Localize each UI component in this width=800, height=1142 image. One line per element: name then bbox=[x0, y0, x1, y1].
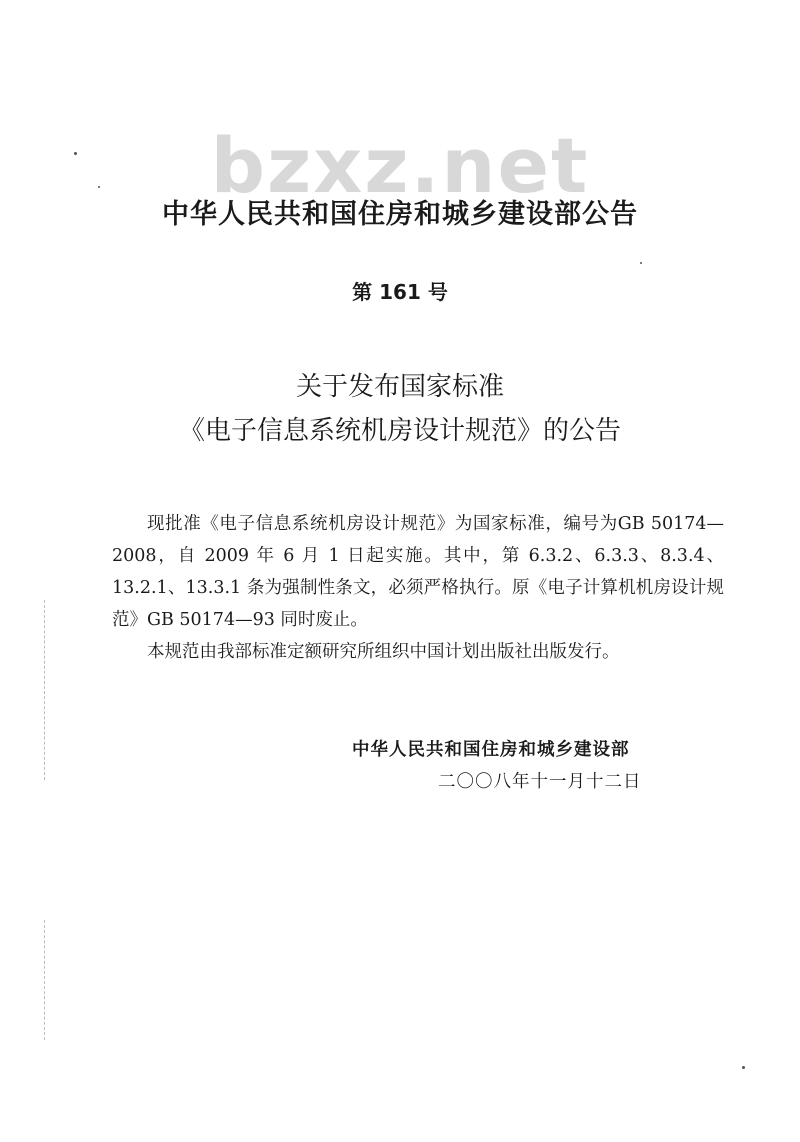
issuer-heading: 中华人民共和国住房和城乡建设部公告 bbox=[162, 199, 638, 230]
signature-department: 中华人民共和国住房和城乡建设部 bbox=[352, 740, 630, 760]
scan-speck bbox=[74, 152, 77, 155]
scan-speck bbox=[640, 262, 642, 264]
scan-margin-dashes bbox=[44, 600, 46, 780]
announcement-title-line2: 《电子信息系统机房设计规范》的公告 bbox=[178, 416, 621, 446]
announcement-number: 第 161 号 bbox=[352, 280, 448, 304]
watermark: bzxz.net bbox=[210, 121, 590, 210]
scan-margin-dashes bbox=[44, 920, 46, 1040]
body-paragraph-1: 现批准《电子信息系统机房设计规范》为国家标准，编号为GB 50174—2008，自 2009 年 6 月 1 日起实施。其中，第 6.3.2、6.3.3、8.3.4、13.2.1、13.3.1 条为强制性条文，必须严格执行。原《电子计算机机房设计规范》GB 50174—93 同时废止。 bbox=[112, 514, 724, 630]
scan-speck bbox=[742, 1066, 745, 1069]
announcement-title-line1: 关于发布国家标准 bbox=[295, 372, 504, 402]
body-paragraph-2: 本规范由我部标准定额研究所组织中国计划出版社出版发行。 bbox=[147, 642, 620, 662]
scan-speck bbox=[98, 186, 100, 188]
announcement-body bbox=[112, 508, 724, 668]
signature-date: 二〇〇八年十一月十二日 bbox=[438, 772, 642, 792]
